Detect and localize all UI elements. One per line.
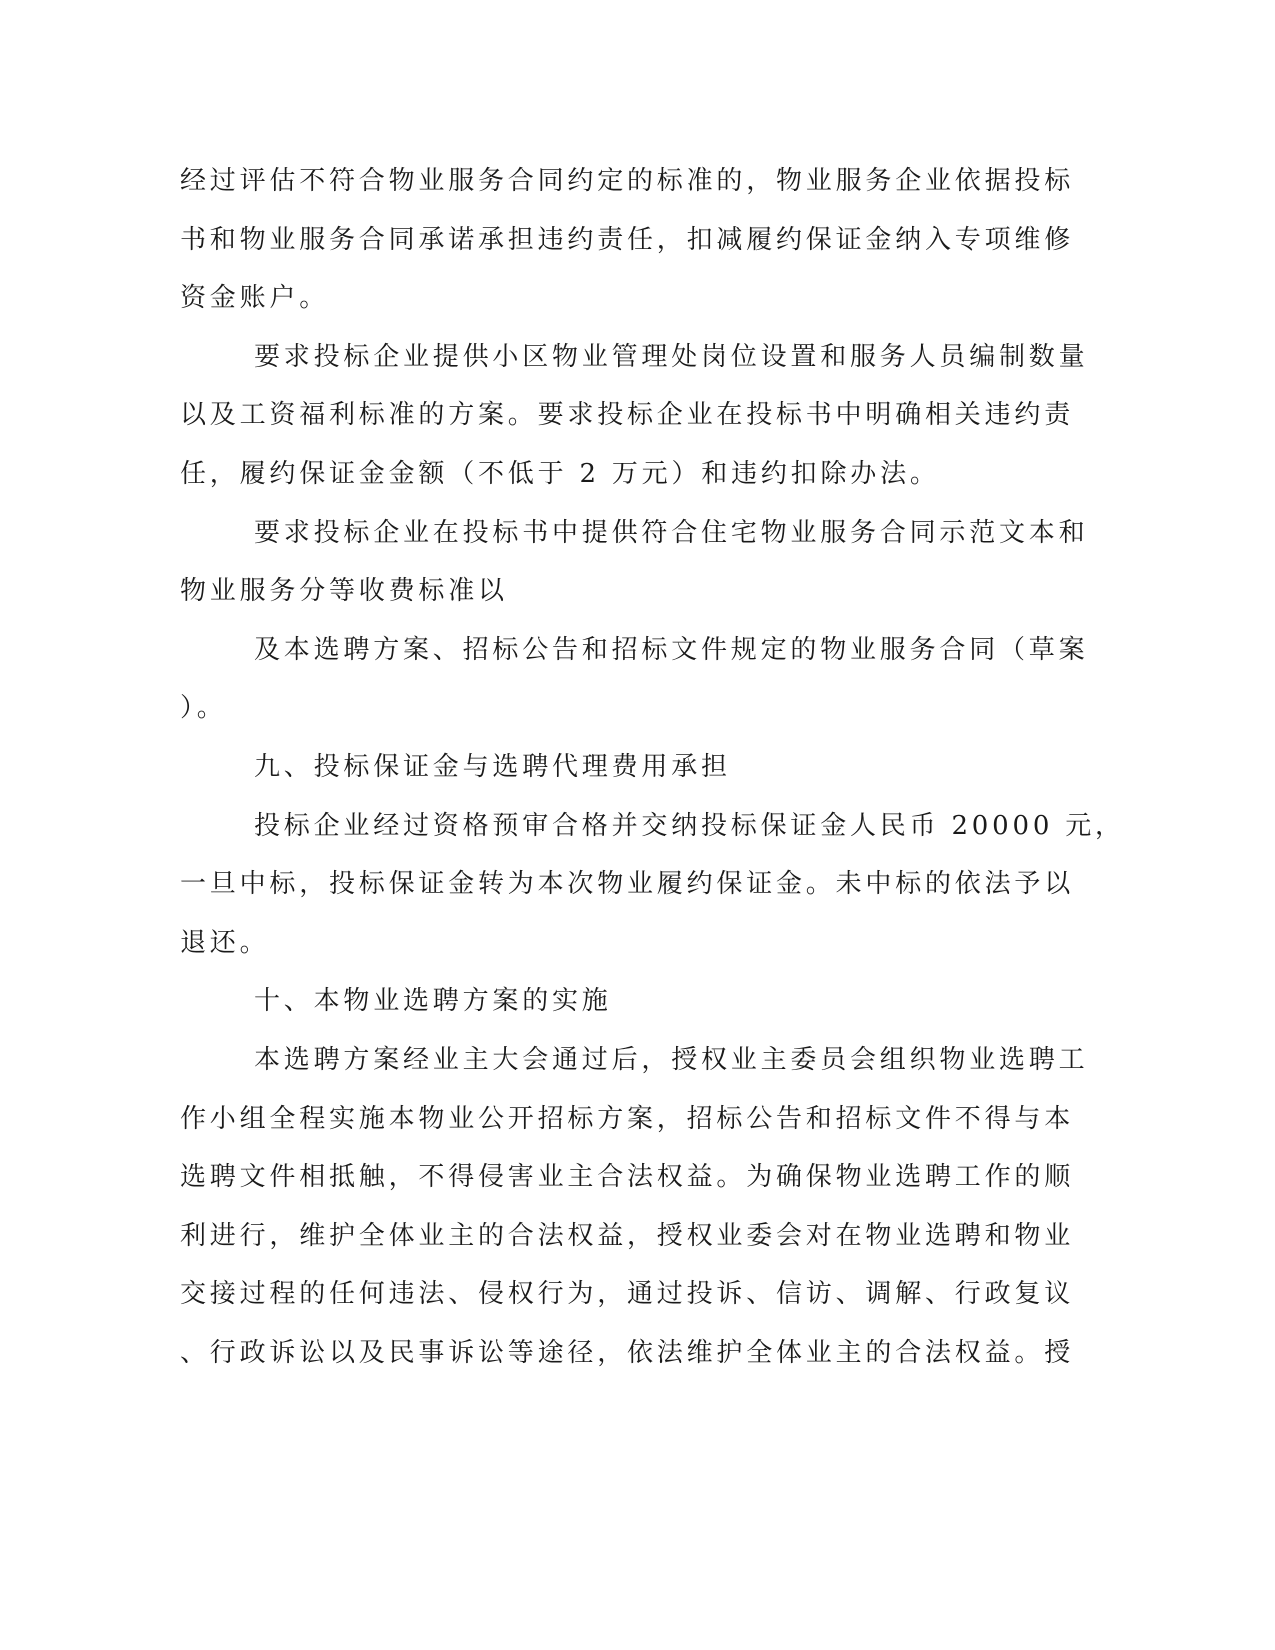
text-line: 及本选聘方案、招标公告和招标文件规定的物业服务合同（草案 (254, 635, 1089, 665)
text-line: 退还。 (180, 928, 270, 958)
text-line: 投标企业经过资格预审合格并交纳投标保证金人民币 20000 元， (254, 811, 1125, 841)
text-line: 一旦中标，投标保证金转为本次物业履约保证金。未中标的依法予以 (180, 869, 1075, 899)
text-line: 书和物业服务合同承诺承担违约责任，扣减履约保证金纳入专项维修 (180, 225, 1075, 255)
text-line: 任，履约保证金金额（不低于 2 万元）和违约扣除办法。 (180, 459, 940, 489)
text-line: ）。 (180, 693, 227, 723)
text-line: 交接过程的任何违法、侵权行为，通过投诉、信访、调解、行政复议 (180, 1279, 1075, 1309)
text-line: 选聘文件相抵触，不得侵害业主合法权益。为确保物业选聘工作的顺 (180, 1162, 1075, 1192)
text-line: 资金账户。 (180, 283, 330, 313)
text-line: 经过评估不符合物业服务合同约定的标准的，物业服务企业依据投标 (180, 166, 1075, 196)
text-line: 要求投标企业在投标书中提供符合住宅物业服务合同示范文本和 (254, 518, 1089, 548)
text-line: 物业服务分等收费标准以 (180, 576, 508, 606)
text-line: 本选聘方案经业主大会通过后，授权业主委员会组织物业选聘工 (254, 1045, 1089, 1075)
section-heading: 九、投标保证金与选聘代理费用承担 (254, 752, 731, 782)
text-line: 要求投标企业提供小区物业管理处岗位设置和服务人员编制数量 (254, 342, 1089, 372)
text-line: 作小组全程实施本物业公开招标方案，招标公告和招标文件不得与本 (180, 1104, 1075, 1134)
text-line: 利进行，维护全体业主的合法权益，授权业委会对在物业选聘和物业 (180, 1221, 1075, 1251)
text-line: 以及工资福利标准的方案。要求投标企业在投标书中明确相关违约责 (180, 400, 1075, 430)
section-heading: 十、本物业选聘方案的实施 (254, 986, 612, 1016)
text-line: 、行政诉讼以及民事诉讼等途径，依法维护全体业主的合法权益。授 (180, 1338, 1075, 1368)
